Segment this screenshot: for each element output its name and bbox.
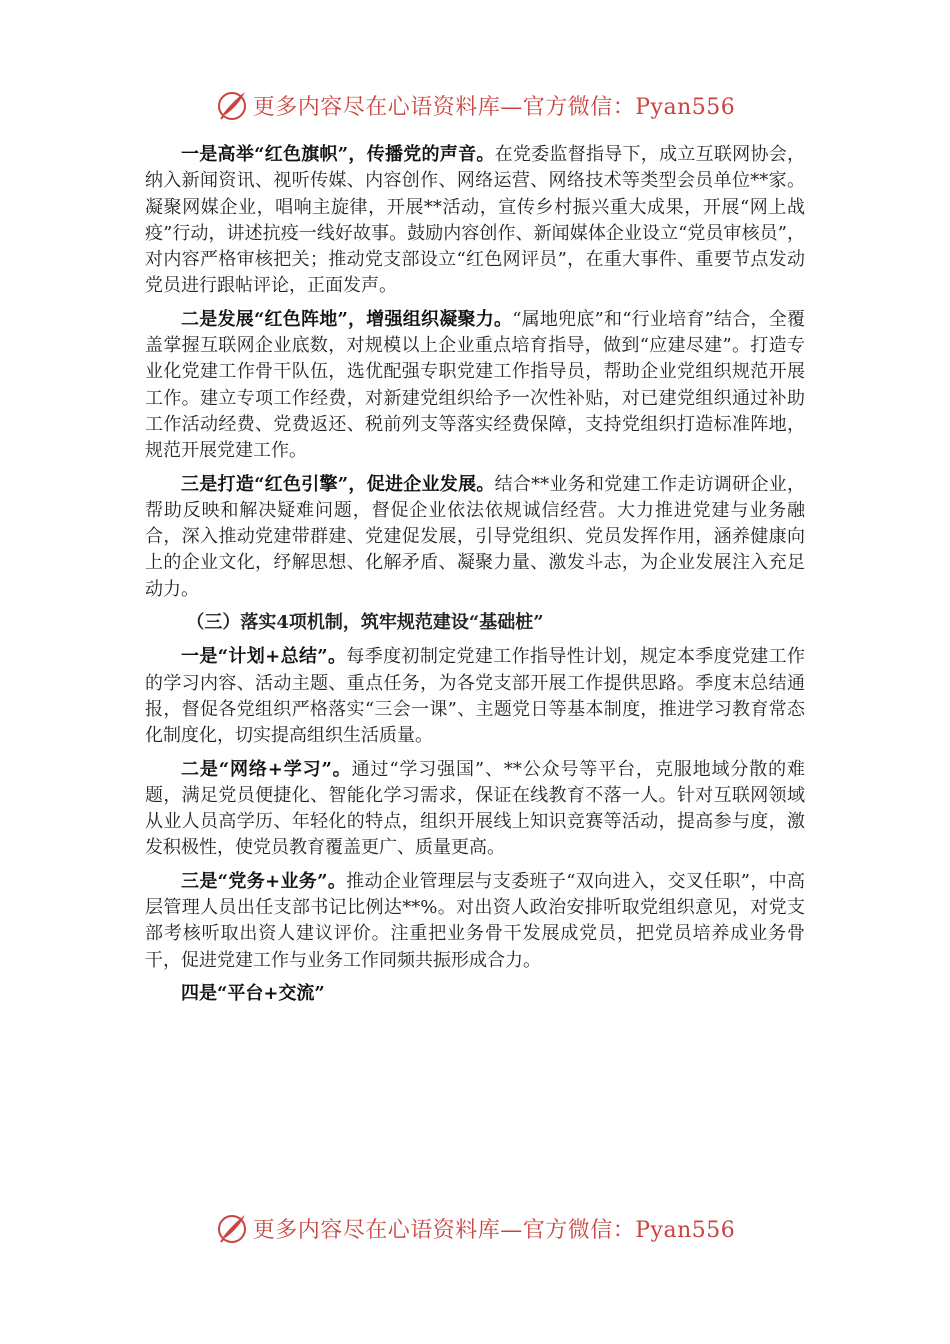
paragraph bbox=[145, 644, 805, 749]
quill-logo-icon bbox=[215, 1211, 249, 1245]
section-heading: （三）落实4项机制，筑牢规范建设“基础桩” bbox=[186, 612, 544, 634]
paragraph-lead: 四是“平台+交流” bbox=[181, 982, 325, 1004]
header-watermark bbox=[0, 83, 950, 127]
paragraph bbox=[145, 307, 805, 465]
paragraph-body: 每季度初制定党建工作指导性计划，规定本季度党建工作的学习内容、活动主题、重点任务，为各党支部开展工作提供思路。季度末总结通报，督促各党组织严格落实“三会一课”、主题党日等基本制度，推进学习教育常态化制度化，切实提高组织生活质量。 bbox=[145, 646, 806, 747]
paragraph-body: “属地兜底”和“行业培育”结合，全覆盖掌握互联网企业底数，对规模以上企业重点培育指导，做到“应建尽建”。打造专业化党建工作骨干队伍，选优配强专职党建工作指导员，帮助企业党组织规范开展工作。建立专项工作经费，对新建党组织给予一次性补贴，对已建党组织通过补助工作活动经费、党费返还、税前列支等落实经费保障，支持党组织打造标准阵地，规范开展党建工作。 bbox=[145, 308, 805, 462]
document-body bbox=[145, 142, 805, 1014]
paragraph-lead: 二是“网络+学习”。 bbox=[181, 758, 352, 780]
watermark-text: 更多内容尽在心语资料库—官方微信：Pyan556 bbox=[252, 94, 736, 120]
paragraph bbox=[145, 981, 805, 1007]
watermark-text: 更多内容尽在心语资料库—官方微信：Pyan556 bbox=[252, 1217, 736, 1243]
paragraph-body: 推动企业管理层与支委班子“双向进入，交叉任职”，中高层管理人员出任支部书记比例达**%。对出资人政治安排听取党组织意见，对党支部考核听取出资人建议评价。注重把业务骨干发展成党员，把党员培养成业务骨干，促进党建工作与业务工作同频共振形成合力。 bbox=[145, 870, 805, 971]
paragraph bbox=[145, 472, 805, 603]
footer-watermark bbox=[0, 1206, 950, 1250]
paragraph bbox=[145, 757, 805, 862]
paragraph bbox=[145, 142, 805, 300]
paragraph-body: 通过“学习强国”、**公众号等平台，克服地域分散的难题，满足党员便捷化、智能化学习需求，保证在线教育不落一人。针对互联网领域从业人员高学历、年轻化的特点，组织开展线上知识竞赛等活动，提高参与度，激发积极性，使党员教育覆盖更广、质量更高。 bbox=[145, 758, 805, 859]
paragraph-lead: 一是“计划+总结”。 bbox=[181, 646, 347, 668]
paragraph bbox=[145, 869, 805, 974]
paragraph-lead: 二是发展“红色阵地”，增强组织凝聚力。 bbox=[181, 308, 513, 330]
quill-logo-icon bbox=[215, 88, 249, 122]
paragraph-body: 结合**业务和党建工作走访调研企业，帮助反映和解决疑难问题，督促企业依法依规诚信经营。大力推进党建与业务融合，深入推动党建带群建、党建促发展，引导党组织、党员发挥作用，涵养健康向上的企业文化，纾解思想、化解矛盾、凝聚力量、激发斗志，为企业发展注入充足动力。 bbox=[145, 473, 805, 600]
paragraph-lead: 一是高举“红色旗帜”，传播党的声音。 bbox=[181, 144, 495, 165]
paragraph-body: 在党委监督指导下，成立互联网协会，纳入新闻资讯、视听传媒、内容创作、网络运营、网络技术等类型会员单位**家。凝聚网媒企业，唱响主旋律，开展**活动，宣传乡村振兴重大成果，开展“网上战疫”行动，讲述抗疫一线好故事。鼓励内容创作、新闻媒体企业设立“党员审核员”，对内容严格审核把关；推动党支部设立“红色网评员”，在重大事件、重要节点发动党员进行跟帖评论，正面发声。 bbox=[145, 144, 805, 297]
paragraph-lead: 三是“党务+业务”。 bbox=[181, 870, 347, 892]
paragraph-lead: 三是打造“红色引擎”，促进企业发展。 bbox=[181, 473, 495, 495]
